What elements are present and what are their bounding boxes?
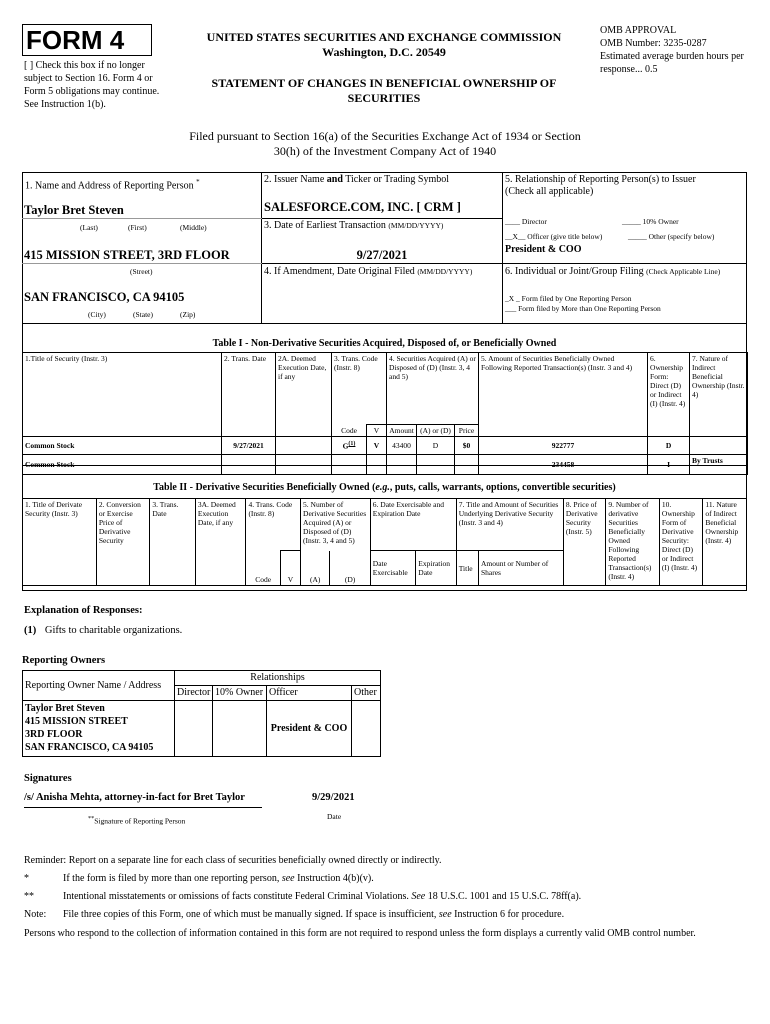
t1-h2: 2. Trans. Date xyxy=(222,353,276,437)
t2-sub-amount: Amount or Number of Shares xyxy=(478,551,563,586)
t1-h4: 4. Securities Acquired (A) or Disposed of (D) (Instr. 3, 4 and 5) xyxy=(387,353,479,425)
note xyxy=(24,909,744,920)
statement-title: STATEMENT OF CHANGES IN BENEFICIAL OWNERSHIP OF SECURITIES xyxy=(211,76,557,105)
director-option: ____ Director xyxy=(505,217,547,226)
t2-sub-title: Title xyxy=(456,551,478,586)
t1-r2-nature: By Trusts xyxy=(690,455,748,475)
signatures-heading: Signatures xyxy=(24,773,72,784)
box3-format: (MM/DD/YYYY) xyxy=(388,221,444,230)
t1-h3: 3. Trans. Code (Instr. 8) xyxy=(332,353,387,425)
box2-label xyxy=(264,174,449,186)
explanation-heading: Explanation of Responses: xyxy=(24,605,143,616)
zip-label: (Zip) xyxy=(180,310,196,319)
t1-sub-code: Code xyxy=(332,425,367,437)
t1-r1-amount: 43400 xyxy=(387,437,417,455)
owner-address-line: 3RD FLOOR xyxy=(25,729,83,740)
officer-header: Officer xyxy=(267,686,352,701)
t2-h8: 8. Price of Derivative Security (Instr. 5) xyxy=(563,499,605,586)
t1-h7: 7. Nature of Indirect Beneficial Ownership (Instr. 4) xyxy=(690,353,748,437)
t1-r1-deemed xyxy=(276,437,332,455)
t1-sub-aord: (A) or (D) xyxy=(417,425,455,437)
ten-pct-cell xyxy=(213,701,267,757)
t2-sub-exp: Expiration Date xyxy=(416,551,456,586)
star2-mark: ** xyxy=(24,891,34,902)
owner-name-line: Taylor Bret Steven xyxy=(25,703,105,714)
officer-option: __X__ Officer (give title below) xyxy=(505,232,603,241)
t1-h5: 5. Amount of Securities Beneficially Owned Following Reported Transaction(s) (Instr. 3 and 4) xyxy=(479,353,648,437)
t2-h9: 9. Number of derivative Securities Beneficially Owned Following Reported Transaction(s) (Instr. 4) xyxy=(606,499,660,586)
t1-h2a: 2A. Deemed Execution Date, if any xyxy=(276,353,332,437)
table-row xyxy=(23,437,748,455)
t1-sub-amount: Amount xyxy=(387,425,417,437)
footnote-num: (1) xyxy=(24,625,37,636)
star2-see: See xyxy=(411,891,426,902)
owners-table xyxy=(22,670,381,757)
t1-r1-date: 9/27/2021 xyxy=(222,437,276,455)
divider xyxy=(261,218,503,219)
t1-r1-title: Common Stock xyxy=(23,437,222,455)
reporting-person-name: Taylor Bret Steven xyxy=(24,203,124,217)
box5-label-text: 5. Relationship of Reporting Person(s) to Issuer xyxy=(505,174,696,185)
footnote-star1 xyxy=(24,873,744,884)
t1-r1-owned: 922777 xyxy=(479,437,648,455)
owner-name-header: Reporting Owner Name / Address xyxy=(23,671,175,701)
box3-label-text: 3. Date of Earliest Transaction xyxy=(264,220,386,231)
t1-h6: 6. Ownership Form: Direct (D) or Indirect (I) (Instr. 4) xyxy=(648,353,690,437)
box4-label xyxy=(264,266,472,278)
footnote-1 xyxy=(24,625,182,636)
state-label: (State) xyxy=(133,310,153,319)
other-header: Other xyxy=(352,686,381,701)
date-label: Date xyxy=(327,812,342,821)
box5-label xyxy=(505,174,745,198)
t1-r1-v: V xyxy=(367,437,387,455)
street-address: 415 MISSION STREET, 3RD FLOOR xyxy=(24,248,230,262)
omb-burden: Estimated average burden hours per response... 0.5 xyxy=(600,51,744,75)
city-line: SAN FRANCISCO, CA 94105 xyxy=(24,290,185,304)
table2-title-eg: e.g. xyxy=(375,482,390,493)
signature-mark: ** xyxy=(88,815,95,822)
filing-option-one: _X _ Form filed by One Reporting Person xyxy=(505,294,632,303)
owner-address-line: 415 MISSION STREET xyxy=(25,716,128,727)
t2-sub-d: (D) xyxy=(330,551,370,586)
officer-title: President & COO xyxy=(505,244,582,255)
t1-r1-price: $0 xyxy=(455,437,479,455)
director-cell xyxy=(175,701,213,757)
table2-title-a: Table II - Derivative Securities Beneficially Owned ( xyxy=(153,482,376,493)
city-label: (City) xyxy=(88,310,106,319)
box2-label-c: Ticker or Trading Symbol xyxy=(342,174,450,185)
form-title-box xyxy=(22,24,152,56)
star1-mark: * xyxy=(24,873,29,884)
agency-heading xyxy=(178,30,590,60)
t1-r1-form: D xyxy=(648,437,690,455)
t2-h4: 4. Trans. Code (Instr. 8) xyxy=(246,499,301,551)
last-label: (Last) xyxy=(80,223,98,232)
star1-text-b: Instruction 4(b)(v). xyxy=(294,873,374,884)
signature-label xyxy=(88,814,185,826)
table2-title xyxy=(22,482,747,493)
reminder: Reminder: Report on a separate line for each class of securities beneficially owned directly or indirectly. xyxy=(24,855,442,866)
t2-sub-exer: Date Exercisable xyxy=(370,551,416,586)
signature-label-text: Signature of Reporting Person xyxy=(94,816,186,826)
t1-r2-title: Common Stock xyxy=(23,455,222,475)
t2-h10: 10. Ownership Form of Derivative Security: Direct (D) or Indirect (I) (Instr. 4) xyxy=(659,499,702,586)
t1-sub-price: Price xyxy=(455,425,479,437)
divider xyxy=(261,263,747,264)
agency-line2: Washington, D.C. 20549 xyxy=(322,45,446,59)
checkbox-note xyxy=(24,59,174,111)
divider xyxy=(22,263,262,264)
box1-star: * xyxy=(196,178,200,186)
star1-see: see xyxy=(281,873,295,884)
form-title: FORM 4 xyxy=(26,25,125,55)
t2-h1: 1. Title of Derivate Security (Instr. 3) xyxy=(23,499,97,586)
t1-sub-v: V xyxy=(367,425,387,437)
box4-format: (MM/DD/YYYY) xyxy=(417,267,473,276)
owners-heading: Reporting Owners xyxy=(22,655,106,666)
ten-pct-owner-option: _____ 10% Owner xyxy=(622,217,679,226)
checkbox-note-text: [ ] Check this box if no longer subject to Section 16. Form 4 or Form 5 obligations may continue. xyxy=(24,60,160,97)
t1-r1-nature xyxy=(690,437,748,455)
signature-date: 9/29/2021 xyxy=(312,792,355,803)
table-row xyxy=(23,701,381,757)
box2-label-b: and xyxy=(326,174,343,185)
note-see: see xyxy=(438,909,452,920)
omb-box xyxy=(600,24,760,76)
omb-approval: OMB APPROVAL xyxy=(600,25,677,36)
filing-option-more: ___ Form filed by More than One Reporting Person xyxy=(505,304,661,313)
t2-h6: 6. Date Exercisable and Expiration Date xyxy=(370,499,456,551)
box6-label-text: 6. Individual or Joint/Group Filing xyxy=(505,266,644,277)
box3-label xyxy=(264,220,443,232)
t2-h7: 7. Title and Amount of Securities Underlying Derivative Security (Instr. 3 and 4) xyxy=(456,499,563,551)
officer-cell: President & COO xyxy=(267,701,352,757)
see-instruction: See Instruction 1(b). xyxy=(24,99,106,110)
divider xyxy=(502,172,503,324)
divider xyxy=(22,218,262,219)
note-text-b: Instruction 6 for procedure. xyxy=(451,909,565,920)
star2-text-b: 18 U.S.C. 1001 and 15 U.S.C. 78ff(a). xyxy=(425,891,582,902)
other-option: _____ Other (specify below) xyxy=(628,232,715,241)
t1-r2-owned: 234458 xyxy=(479,455,648,475)
footnote-link[interactable]: (1) xyxy=(348,441,356,448)
table2-title-b: , puts, calls, warrants, options, convertible securities) xyxy=(389,482,616,493)
box1-label xyxy=(25,176,200,192)
box5-sub: (Check all applicable) xyxy=(505,186,594,197)
star2-text-a: Intentional misstatements or omissions of facts constitute Federal Criminal Violations. xyxy=(63,891,412,902)
ten-pct-header: 10% Owner xyxy=(213,686,267,701)
t2-sub-v: V xyxy=(280,551,300,586)
relationships-header: Relationships xyxy=(175,671,381,686)
box1-label-text: 1. Name and Address of Reporting Person xyxy=(25,180,194,192)
t1-r1-aord: D xyxy=(417,437,455,455)
box6-label xyxy=(505,266,720,278)
agency-line1: UNITED STATES SECURITIES AND EXCHANGE COMMISSION xyxy=(206,30,562,44)
t2-h3: 3. Trans. Date xyxy=(150,499,196,586)
other-cell xyxy=(352,701,381,757)
footnote-text: Gifts to charitable organizations. xyxy=(44,625,183,636)
signature-line xyxy=(24,807,262,808)
first-label: (First) xyxy=(128,223,147,232)
t1-r2-form: I xyxy=(648,455,690,475)
issuer-name: SALESFORCE.COM, INC. [ CRM ] xyxy=(264,200,461,214)
signer-name: /s/ Anisha Mehta, attorney-in-fact for Bret Taylor xyxy=(24,792,245,803)
box2-label-a: 2. Issuer Name xyxy=(264,174,327,185)
note-label: Note: xyxy=(24,909,47,920)
street-label: (Street) xyxy=(130,267,153,276)
persons-notice: Persons who respond to the collection of information contained in this form are not required to respond unless the form displays a currently valid OMB control number. xyxy=(24,928,696,939)
t2-h2: 2. Conversion or Exercise Price of Derivative Security xyxy=(96,499,150,586)
t2-sub-code: Code xyxy=(246,551,280,586)
table1 xyxy=(22,352,748,475)
footnote-star2 xyxy=(24,891,744,902)
table2 xyxy=(22,498,747,586)
star1-text-a: If the form is filed by more than one reporting person, xyxy=(63,873,282,884)
owner-address-line: SAN FRANCISCO, CA 94105 xyxy=(25,742,154,753)
t1-h1: 1.Title of Security (Instr. 3) xyxy=(23,353,222,437)
director-header: Director xyxy=(175,686,213,701)
owner-address-cell xyxy=(23,701,175,757)
t1-r1-code: G xyxy=(342,441,349,451)
omb-number: OMB Number: 3235-0287 xyxy=(600,38,707,49)
filed-pursuant: Filed pursuant to Section 16(a) of the Securities Exchange Act of 1934 or Section 30(h) of the Investment Company Act of 1940 xyxy=(189,129,581,158)
earliest-transaction-date: 9/27/2021 xyxy=(356,248,408,262)
t2-h5: 5. Number of Derivative Securities Acquired (A) or Disposed of (D) (Instr. 3, 4 and 5) xyxy=(301,499,371,551)
t2-sub-a: (A) xyxy=(301,551,330,586)
note-text-a: File three copies of this Form, one of which must be manually signed. If space is insufficient, xyxy=(63,909,439,920)
t2-h11: 11. Nature of Indirect Beneficial Ownership (Instr. 4) xyxy=(703,499,747,586)
middle-label: (Middle) xyxy=(180,223,207,232)
t1-r1-code-cell xyxy=(332,437,367,455)
box4-label-text: 4. If Amendment, Date Original Filed xyxy=(264,266,415,277)
box6-sub: (Check Applicable Line) xyxy=(646,267,721,276)
t2-h3a: 3A. Deemed Execution Date, if any xyxy=(195,499,246,586)
table1-title: Table I - Non-Derivative Securities Acquired, Disposed of, or Beneficially Owned xyxy=(212,338,557,349)
